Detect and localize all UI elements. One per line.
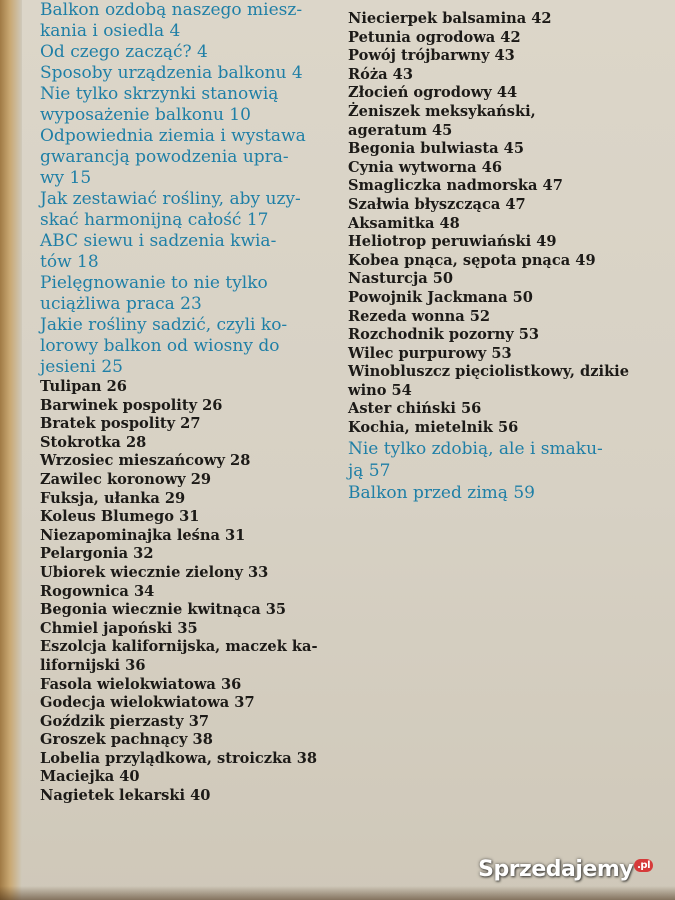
toc-item-line: Maciejka 40 [40,768,140,786]
toc-item-line: Koleus Blumego 31 [40,508,200,526]
toc-chapter-line: ją 57 [348,460,391,481]
toc-item-line: Kochia, mietelnik 56 [348,419,519,437]
toc-item-line: Petunia ogrodowa 42 [348,28,521,46]
toc-item-line: ageratum 45 [348,121,453,139]
toc-item-line: Tulipan 26 [40,378,127,395]
watermark-suffix: .pl [634,859,653,872]
toc-item-line: Zawilec koronowy 29 [40,470,212,488]
toc-chapter-line: Jakie rośliny sadzić, czyli ko- [40,315,288,335]
toc-chapter-line: Nie tylko zdobią, ale i smaku- [348,438,603,459]
toc-item-line: Niecierpek balsamina 42 [348,10,552,27]
toc-chapter-line: gwarancją powodzenia upra- [40,147,289,167]
toc-item-line: Fuksja, ułanka 29 [40,489,186,507]
toc-item-line: Rezeda wonna 52 [348,307,491,325]
toc-chapter-line: Jak zestawiać rośliny, aby uzy- [40,189,301,209]
toc-item-line: Bratek pospolity 27 [40,415,201,433]
toc-chapter-line: Od czego zacząć? 4 [40,42,208,62]
toc-item-line: Szałwia błyszcząca 47 [348,195,526,213]
toc-item-line: Złocień ogrodowy 44 [348,84,518,102]
toc-chapter-line: tów 18 [40,252,99,272]
toc-item-line: Ubiorek wiecznie zielony 33 [40,563,269,581]
toc-item-line: Aster chiński 56 [348,400,482,418]
toc-left-column [40,0,340,806]
toc-chapter-line: Odpowiednia ziemia i wystawa [40,126,306,146]
toc-item-line: Godecja wielokwiatowa 37 [40,694,255,712]
toc-item-line: Begonia wiecznie kwitnąca 35 [40,601,287,619]
toc-chapter-line: Balkon ozdobą naszego miesz- [40,0,303,20]
toc-chapter-line: Balkon przed zimą 59 [348,482,535,503]
toc-chapter-line: ABC siewu i sadzenia kwia- [40,231,277,251]
toc-item-line: Pelargonia 32 [40,545,154,563]
toc-item-line: Chmiel japoński 35 [40,619,198,637]
toc-chapter-line: kania i osiedla 4 [40,21,181,41]
toc-item-line: Kobea pnąca, sępota pnąca 49 [348,251,596,269]
watermark-text: Sprzedajemy [478,857,634,882]
toc-item-line: Heliotrop peruwiański 49 [348,233,557,251]
toc-item-line: Wrzosiec mieszańcowy 28 [40,452,251,470]
toc-right-column [348,10,648,504]
toc-chapter-line: jesieni 25 [40,357,123,377]
toc-item-line: Lobelia przylądkowa, stroiczka 38 [40,749,318,767]
toc-item-line: Winobluszcz pięciolistkowy, dzikie [348,363,630,381]
toc-item-line: Smagliczka nadmorska 47 [348,177,563,195]
toc-chapter-line: Sposoby urządzenia balkonu 4 [40,63,303,83]
toc-item-line: Żeniszek meksykański, [348,102,536,120]
toc-item-line: Stokrotka 28 [40,433,147,451]
toc-item-line: Aksamitka 48 [348,214,460,232]
toc-item-line: Nasturcja 50 [348,270,454,288]
toc-item-line: Begonia bulwiasta 45 [348,140,524,158]
toc-item-line: wino 54 [348,381,412,399]
page-binding-edge [0,0,22,900]
toc-item-line: lifornijski 36 [40,656,146,674]
toc-item-line: Eszolcja kalifornijska, maczek ka- [40,638,318,656]
toc-item-line: Groszek pachnący 38 [40,731,213,749]
toc-item-line: Cynia wytworna 46 [348,158,503,176]
toc-chapter-line: lorowy balkon od wiosny do [40,336,280,356]
toc-chapter-line: uciążliwa praca 23 [40,294,202,314]
toc-chapter-line: skać harmonijną całość 17 [40,210,269,230]
toc-item-line: Róża 43 [348,65,413,83]
toc-item-line: Powojnik Jackmana 50 [348,288,533,306]
toc-item-line: Rozchodnik pozorny 53 [348,326,540,344]
toc-chapter-line: wyposażenie balkonu 10 [40,105,251,125]
toc-item-line: Rogownica 34 [40,582,155,600]
toc-chapter-line: Pielęgnowanie to nie tylko [40,273,268,293]
watermark-logo [478,857,653,882]
toc-item-line: Goździk pierzasty 37 [40,712,210,730]
toc-item-line: Barwinek pospolity 26 [40,396,223,414]
toc-chapter-line: Nie tylko skrzynki stanowią [40,84,279,104]
toc-item-line: Powój trójbarwny 43 [348,47,515,65]
toc-item-line: Wilec purpurowy 53 [348,344,512,362]
toc-item-line: Niezapominajka leśna 31 [40,526,246,544]
toc-chapter-line: wy 15 [40,168,92,188]
page-bottom-edge [0,886,675,900]
toc-item-line: Nagietek lekarski 40 [40,787,211,805]
toc-item-line: Fasola wielokwiatowa 36 [40,675,242,693]
